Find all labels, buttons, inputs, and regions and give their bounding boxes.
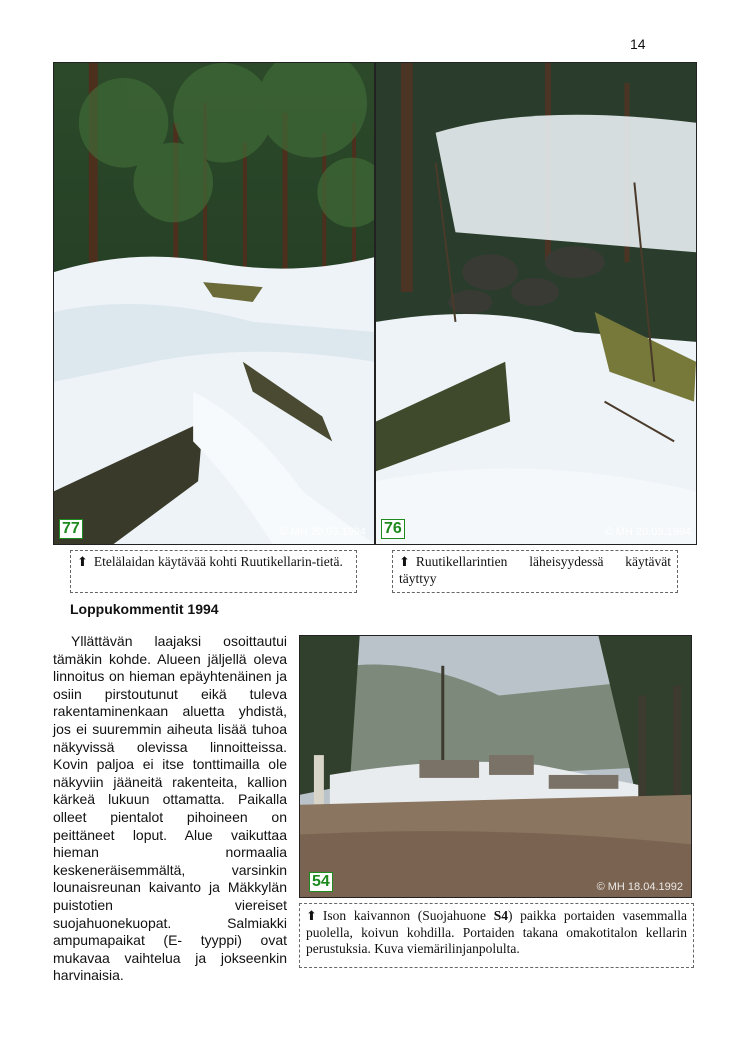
caption-54 [299,903,694,968]
page-number: 14 [630,36,646,52]
body-text: Yllättävän laajaksi osoittautui tämäkin kohde. Alueen jäljellä oleva linnoitus on hieman epäyhtenäinen ja osiin pirstoutunut eikä tuleva rakentaminenkaan aluetta yhdistä, jos ei suuremmin aiheuta lisää tuhoa näkyvissä olevissa linnoitteissa. Kovin paljoa ei itse tonttimailla ole näkyviin jääneitä rakenteita, kallion kärkeä lukuun ottamatta. Paikalla olleet pientalot pihoineen on peittäneet loput. Alue vaikuttaa hieman normaalia keskeneräisemmältä, varsinkin lounaisreunan kaivanto ja Mäkkylän puistotien viereiset suojahuonekuopat. Salmiakki ampumapaikat (E- tyyppi) ovat mukavaa vaihtelua ja jokseenkin harvinaisia. [53,633,287,984]
photo-credit: © MH 20.03.1994 [279,526,366,538]
early-spring-clearing-image [300,636,691,897]
caption-77 [70,550,357,593]
photo-number: 77 [59,519,83,539]
photo-54 [299,635,692,898]
photo-number: 76 [381,519,405,539]
caption-76 [392,550,678,593]
caption-text-post: ) paikka portaiden vasemmalla puolella, koivun kohdilla. Portaiden takana omakotitalon kellarin perustuksia. Kuva viemärilinjanpolulta. [306,908,687,956]
photo-number: 54 [309,872,333,892]
arrow-up-icon: ⬆ [77,555,88,570]
snowy-trench-forest-image [54,63,374,544]
photo-76 [375,62,697,545]
photo-credit: © MH 18.04.1992 [596,881,683,893]
arrow-up-icon: ⬆ [306,909,317,924]
section-heading: Loppukommentit 1994 [70,601,219,617]
caption-text: Etelälaidan käytävää kohti Ruutikellarin-tietä. [93,554,343,569]
caption-text: Ruutikellarintien läheisyydessä käytävät täyttyy [399,554,671,586]
photo-credit: © MH 20.03.1994 [604,526,691,538]
snowy-trench-rocks-image [376,63,696,544]
arrow-up-icon: ⬆ [399,555,410,570]
caption-text-pre: Ison kaivannon (Suojahuone [322,908,494,923]
photo-77 [53,62,375,545]
caption-text-bold: S4 [493,908,508,923]
